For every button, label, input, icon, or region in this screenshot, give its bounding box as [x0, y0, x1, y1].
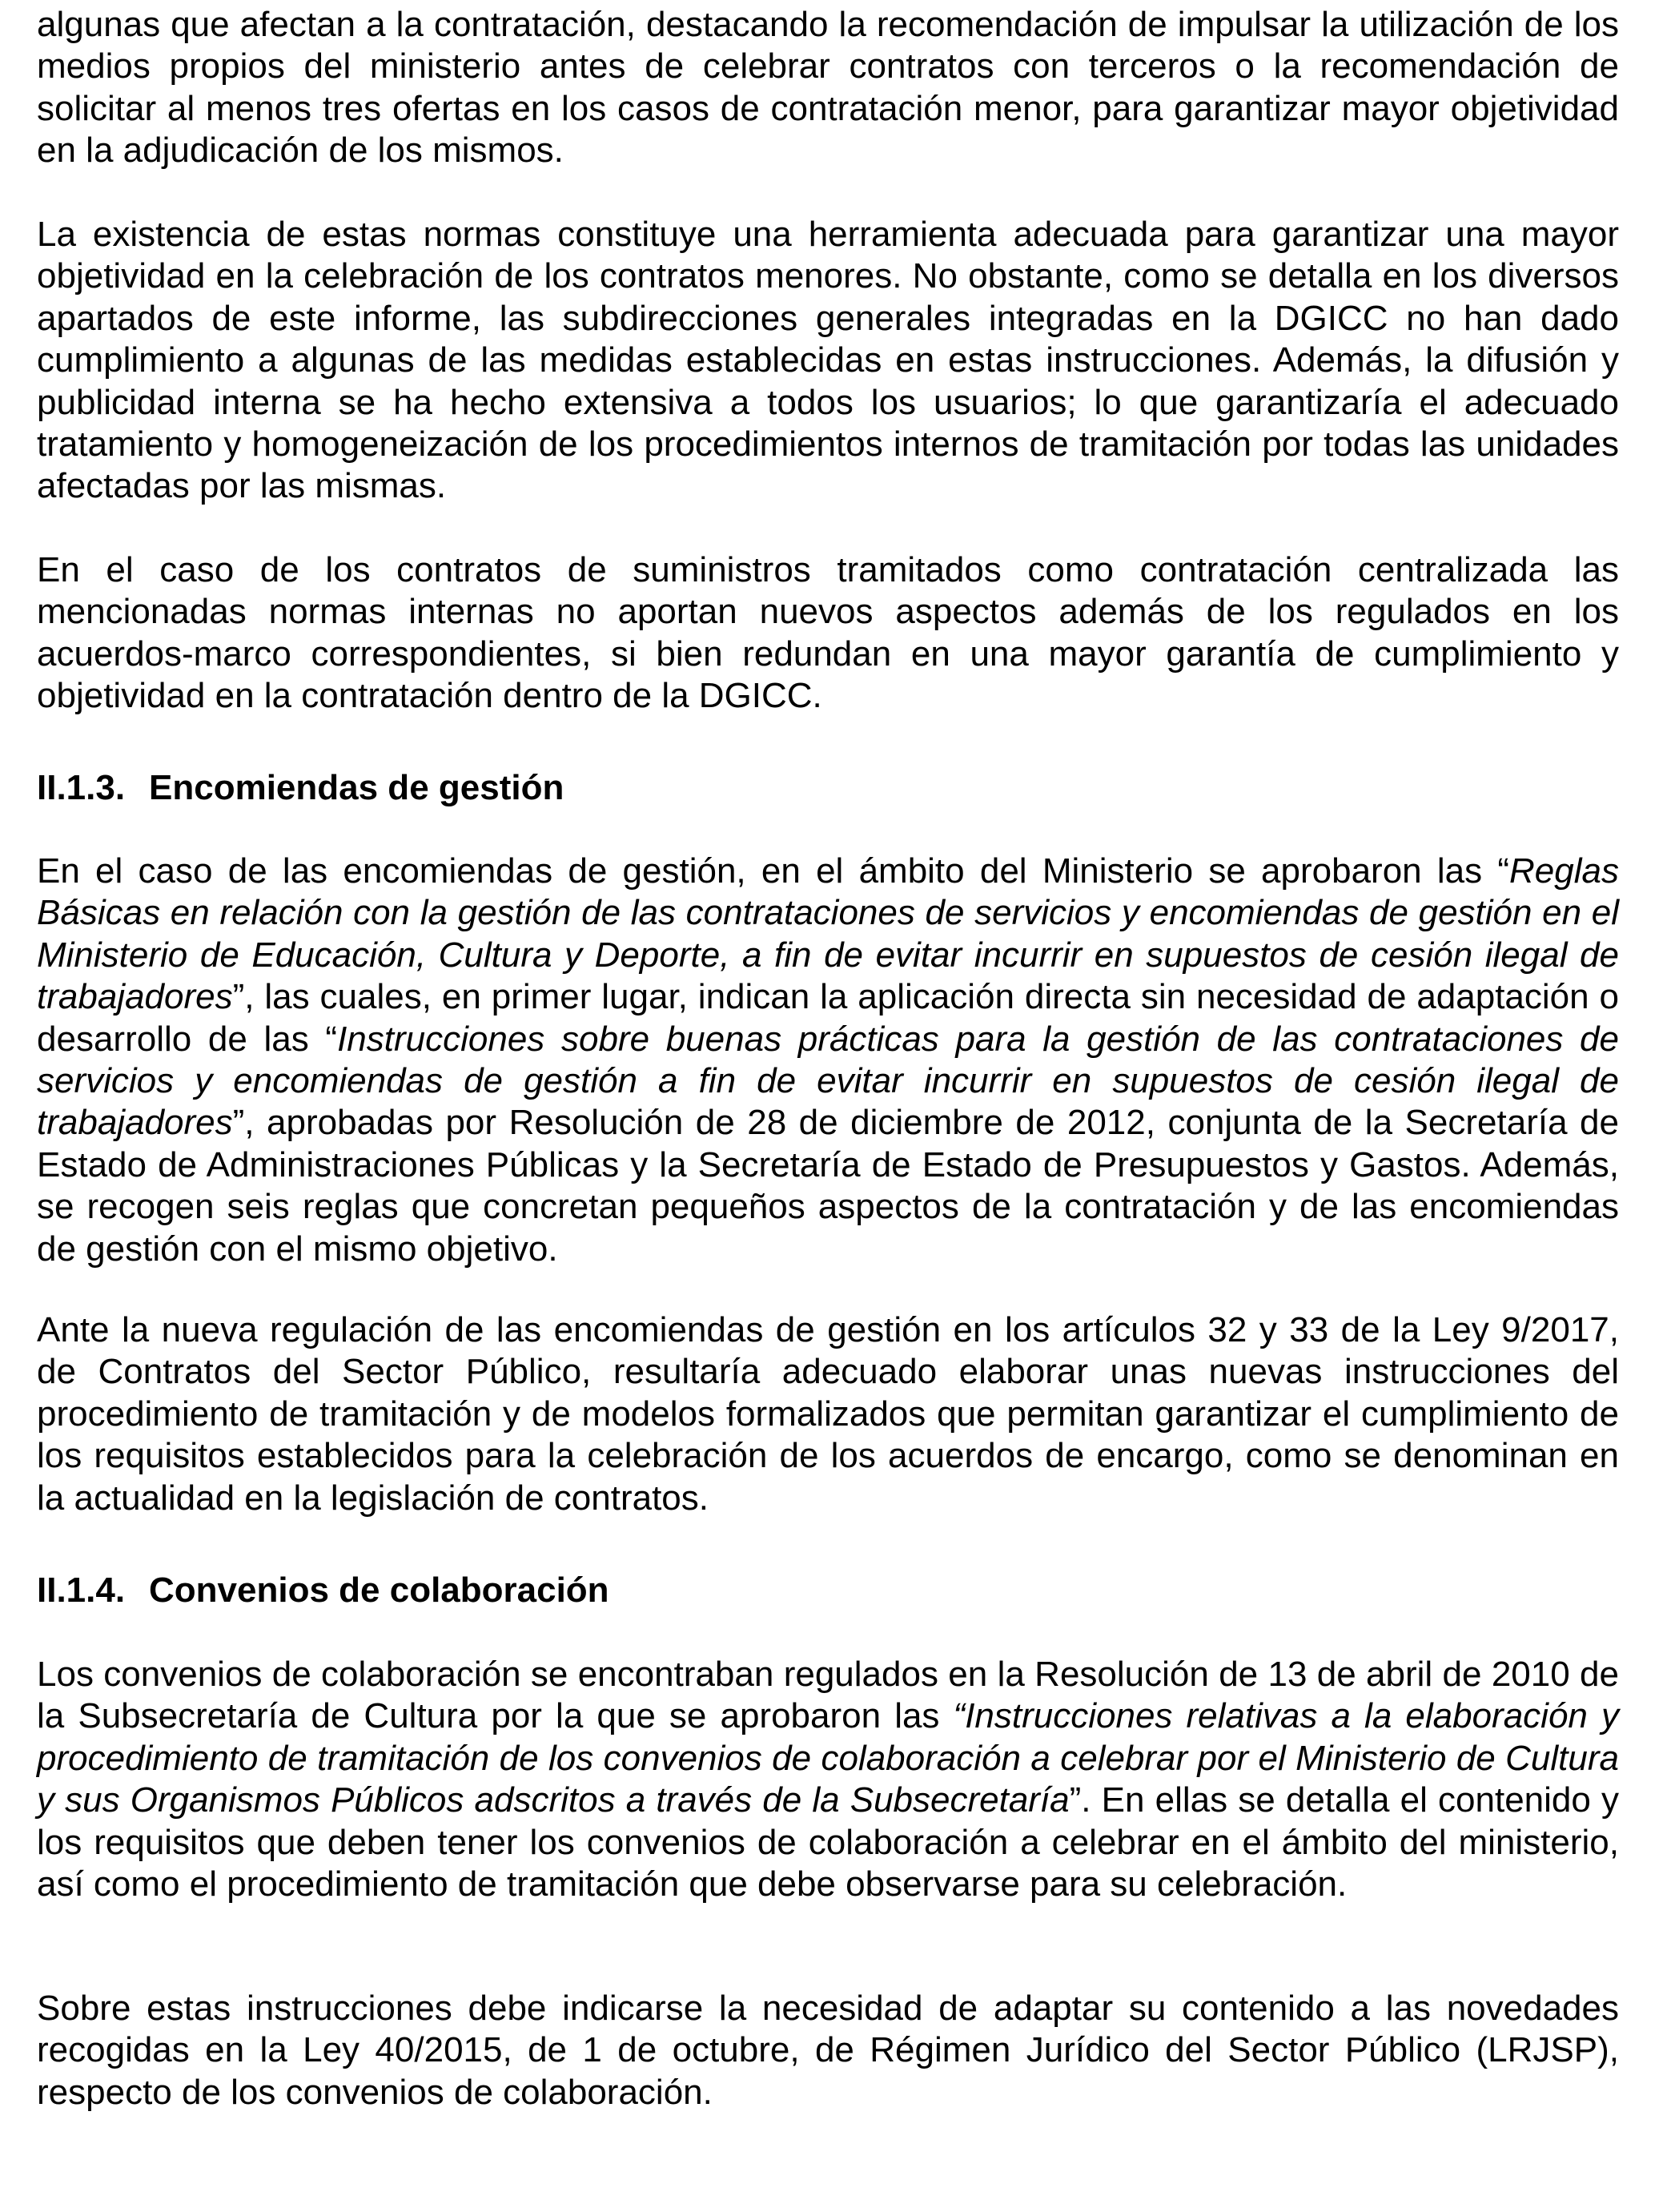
paragraph-5: Ante la nueva regulación de las encomiendas de gestión en los artículos 32 y 33 de la Ley 9/2017, de Contratos del Sector Público, resultaría adecuado elaborar unas nuevas instrucciones del procedimiento de tramitación y de modelos formalizados que permitan garantizar el cumplimiento de los requisitos establecidos para la celebración de los acuerdos de encargo, como se denominan en la actualidad en la legislación de contratos. [37, 1310, 1619, 1518]
paragraph-1: algunas que afectan a la contratación, destacando la recomendación de impulsar la utilización de los medios propios del ministerio antes de celebrar contratos con terceros o la recomendación de solicitar al menos tres ofertas en los casos de contratación menor, para garantizar mayor objetividad en la adjudicación de los mismos. [37, 5, 1619, 171]
paragraph-7: Sobre estas instrucciones debe indicarse la necesidad de adaptar su contenido a las novedades recogidas en la Ley 40/2015, de 1 de octubre, de Régimen Jurídico del Sector Público (LRJSP), respecto de los convenios de colaboración. [37, 1989, 1619, 2112]
section-title: Convenios de colaboración [149, 1571, 609, 1610]
section-number: II.1.3. [37, 768, 126, 807]
text-run: ”. En ellas se detalla el contenido y los requisitos que deben tener los convenios de colaboración a celebrar en el ámbito del ministerio, así como el procedimiento de tramitación que debe observarse para su celebración. [37, 1780, 1619, 1904]
paragraph-4 [37, 851, 1619, 1270]
section-title: Encomiendas de gestión [149, 768, 564, 807]
section-heading-convenios [37, 1570, 1619, 1611]
text-run: ”, aprobadas por Resolución de 28 de diciembre de 2012, conjunta de la Secretaría de Estado de Administraciones Públicas y la Secretaría de Estado de Presupuestos y Gastos. Además, se recogen seis reglas que concretan pequeños aspectos de la contratación y de las encomiendas de gestión con el mismo objetivo. [37, 1103, 1619, 1269]
paragraph-2: La existencia de estas normas constituye una herramienta adecuada para garantizar una mayor objetividad en la celebración de los contratos menores. No obstante, como se detalla en los diversos apartados de este informe, las subdirecciones generales integradas en la DGICC no han dado cumplimiento a algunas de las medidas establecidas en estas instrucciones. Además, la difusión y publicidad interna se ha hecho extensiva a todos los usuarios; lo que garantizaría el adecuado tratamiento y homogeneización de los procedimientos internos de tramitación por todas las unidades afectadas por las mismas. [37, 215, 1619, 506]
paragraph-6 [37, 1654, 1619, 1905]
text-run: ”, las cuales, en primer lugar, indican la aplicación directa sin necesidad de adaptación o desarrollo de las “ [37, 977, 1619, 1059]
text-run: En el caso de las encomiendas de gestión, en el ámbito del Ministerio se aprobaron las “ [37, 851, 1510, 891]
section-number: II.1.4. [37, 1571, 126, 1610]
text-run: Los convenios de colaboración se encontraban regulados en la Resolución de 13 de abril de 2010 de la Subsecretaría de Cultura por la que se aprobaron las [37, 1655, 1619, 1736]
section-heading-encomiendas [37, 767, 1619, 809]
italic-citation: Instrucciones sobre buenas prácticas para la gestión de las contrataciones de servicios y encomiendas de gestión a fin de evitar incurrir en supuestos de cesión ilegal de trabajadores [37, 1019, 1620, 1143]
italic-citation: “Instrucciones relativas a la elaboración y procedimiento de tramitación de los convenios de colaboración a celebrar por el Ministerio de Cultura y sus Organismos Públicos adscritos a través de la Subsecretaría [37, 1696, 1619, 1820]
paragraph-3: En el caso de los contratos de suministros tramitados como contratación centralizada las mencionadas normas internas no aportan nuevos aspectos además de los regulados en los acuerdos-marco correspondientes, si bien redundan en una mayor garantía de cumplimiento y objetividad en la contratación dentro de la DGICC. [37, 550, 1619, 716]
italic-citation: Reglas Básicas en relación con la gestión de las contrataciones de servicios y encomiendas de gestión en el Ministerio de Educación, Cultura y Deporte, a fin de evitar incurrir en supuestos de cesión ilegal de trabajadores [37, 851, 1619, 1017]
